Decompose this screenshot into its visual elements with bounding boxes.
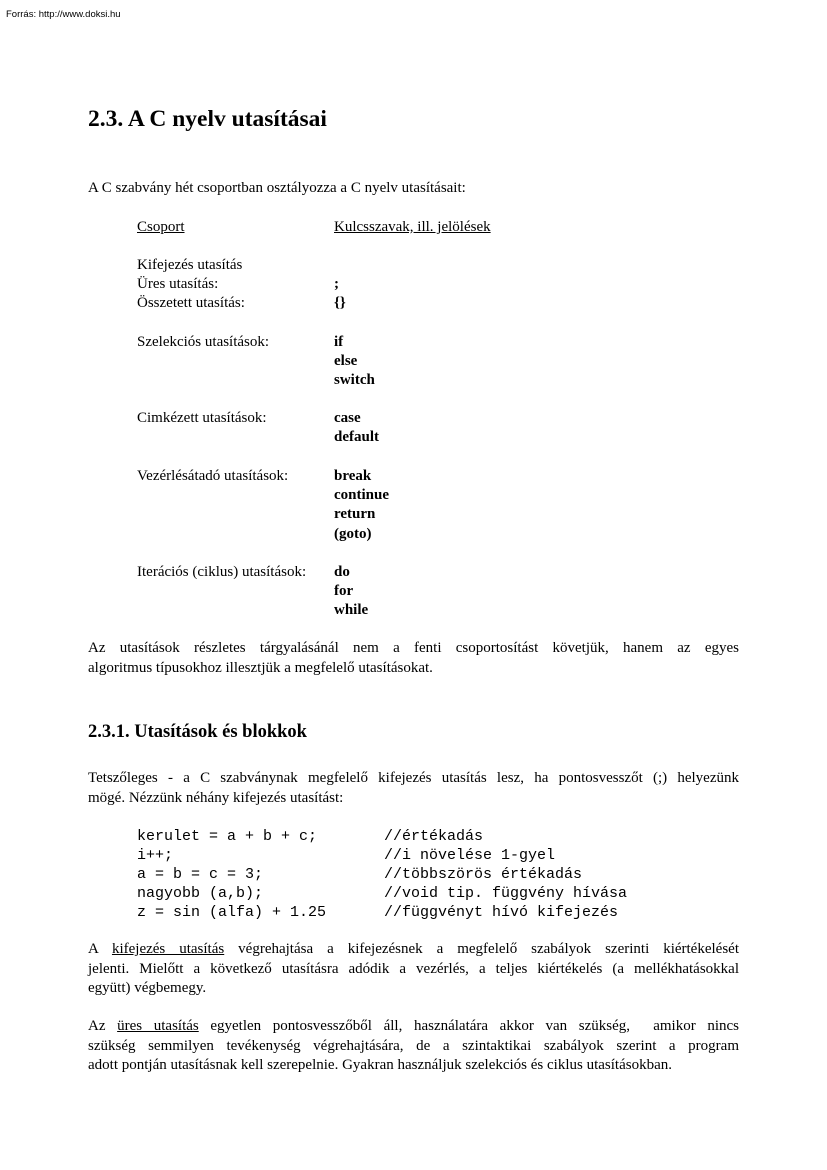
code-line: i++; //i növelése 1-gyel — [137, 847, 556, 864]
keyword: while — [334, 602, 369, 619]
group-label: Szelekciós utasítások: — [137, 334, 270, 350]
keyword: (goto) — [334, 525, 372, 542]
code-line: z = sin (alfa) + 1.25 //függvényt hívó kifejezés — [137, 904, 619, 921]
keyword: continue — [334, 487, 390, 504]
keyword: if — [334, 334, 344, 350]
code-line: kerulet = a + b + c; //értékadás — [137, 828, 484, 845]
source-line: Forrás: http://www.doksi.hu — [6, 9, 121, 20]
group-label: Kifejezés utasítás — [137, 257, 243, 273]
keyword-list — [334, 409, 379, 447]
code-example-block — [137, 827, 627, 922]
paragraph-grouping-note: Az utasítások részletes tárgyalásánál nem a fenti csoportosítást követjük, hanem az egyes algoritmus típusokhoz illesztjük a megfelelő utasításokat. — [88, 640, 739, 676]
keyword: default — [334, 429, 379, 446]
keyword: for — [334, 583, 354, 600]
group-label: Üres utasítás: — [137, 276, 219, 292]
intro-paragraph: A C szabvány hét csoportban osztályozza a C nyelv utasításait: — [88, 180, 466, 196]
code-line: nagyobb (a,b); //void tip. függvény hívása — [137, 885, 628, 902]
page-title: 2.3. A C nyelv utasításai — [88, 106, 327, 132]
paragraph-empty-statement: Az üres utasítás egyetlen pontosvesszőből áll, használatára akkor van szükség, amikor nincs szükség semmilyen tevékenység végrehajtására, de a szintaktikai szabályok szerint a program adott pontján utasításnak kell szerepelnie. Gyakran használjuk szelekciós és ciklus utasításokban. — [88, 1018, 739, 1073]
column-header-group: Csoport — [137, 219, 185, 235]
paragraph-expression-statement: Tetszőleges - a C szabványnak megfelelő kifejezés utasítás lesz, ha pontosvesszőt (;) helyezünk mögé. Nézzünk néhány kifejezés utasítást: — [88, 770, 739, 806]
keyword: else — [334, 353, 358, 370]
term-underlined: kifejezés utasítás — [111, 941, 225, 957]
group-label: Cimkézett utasítások: — [137, 410, 267, 426]
code-line: a = b = c = 3; //többszörös értékadás — [137, 866, 583, 883]
group-label: Összetett utasítás: — [137, 295, 245, 311]
keyword-list — [334, 467, 389, 544]
section-heading: 2.3.1. Utasítások és blokkok — [88, 722, 307, 742]
keyword-list — [334, 333, 375, 391]
group-label: Vezérlésátadó utasítások: — [137, 468, 289, 484]
column-header-keywords: Kulcsszavak, ill. jelölések — [334, 219, 491, 235]
keyword-list — [334, 275, 339, 294]
keyword: return — [334, 506, 376, 523]
keyword: switch — [334, 372, 375, 389]
keyword: case — [334, 410, 361, 426]
keyword: ; — [334, 276, 339, 292]
keyword: {} — [334, 295, 346, 311]
term-underlined: üres utasítás — [117, 1018, 199, 1034]
keyword-list — [334, 563, 368, 621]
keyword: do — [334, 564, 350, 580]
group-label: Iterációs (ciklus) utasítások: — [137, 564, 307, 580]
keyword-list — [334, 294, 346, 313]
keyword: break — [334, 468, 372, 484]
paragraph-expression-definition: A kifejezés utasítás végrehajtása a kifejezésnek a megfelelő szabályok szerinti kiértékelését jelenti. Mielőtt a következő utasításra adódik a vezérlés, a teljes kiértékelés (a mellékhatásokkal együtt) végbemegy. — [88, 941, 739, 996]
